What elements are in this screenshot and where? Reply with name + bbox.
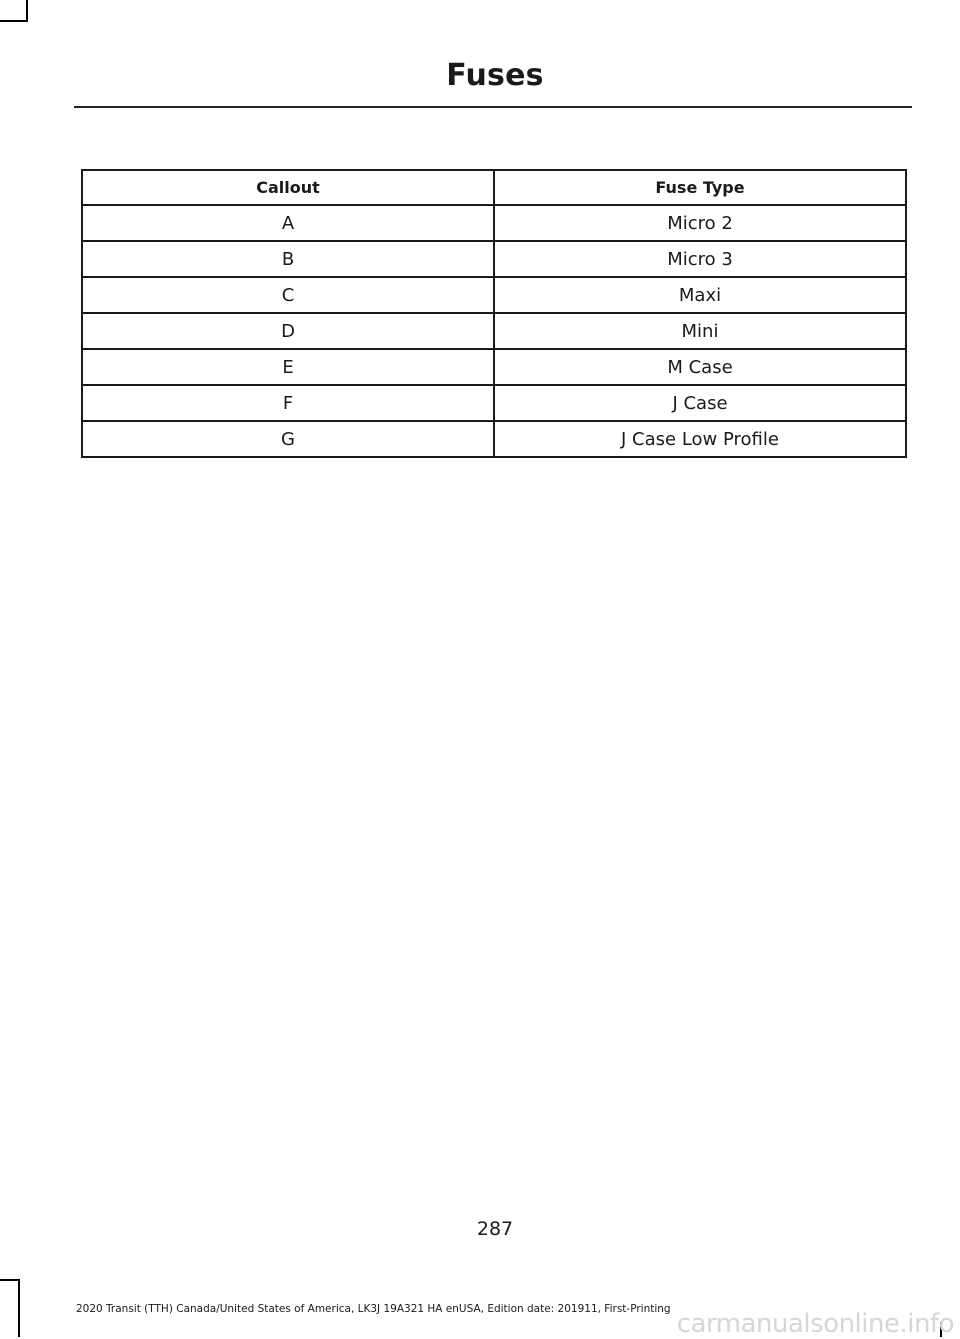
crop-mark-bottom-left-vertical (18, 1279, 20, 1337)
crop-mark-top-left-horizontal (0, 20, 28, 22)
table-row (82, 205, 906, 241)
table-row (82, 241, 906, 277)
crop-mark-top-left-vertical (26, 0, 28, 22)
table-row (82, 313, 906, 349)
fuse-type-cell: J Case (494, 385, 906, 421)
table-row (82, 421, 906, 457)
fuse-type-cell: M Case (494, 349, 906, 385)
column-header-fuse-type: Fuse Type (494, 170, 906, 205)
callout-cell: B (82, 241, 494, 277)
title-divider (74, 106, 912, 108)
table-row (82, 277, 906, 313)
page-number: 287 (476, 1218, 514, 1240)
fuse-type-table (81, 169, 907, 458)
fuse-type-cell: Mini (494, 313, 906, 349)
column-header-callout: Callout (82, 170, 494, 205)
callout-cell: E (82, 349, 494, 385)
callout-cell: F (82, 385, 494, 421)
fuse-type-cell: Micro 2 (494, 205, 906, 241)
callout-cell: G (82, 421, 494, 457)
watermark: carmanualsonline.info (676, 1309, 954, 1339)
table-row (82, 385, 906, 421)
callout-cell: C (82, 277, 494, 313)
page-title: Fuses (446, 58, 544, 93)
fuse-type-cell: Micro 3 (494, 241, 906, 277)
crop-mark-bottom-left-horizontal (0, 1279, 20, 1281)
callout-cell: D (82, 313, 494, 349)
fuse-type-cell: Maxi (494, 277, 906, 313)
callout-cell: A (82, 205, 494, 241)
table-header-row (82, 170, 906, 205)
table-row (82, 349, 906, 385)
edition-footer: 2020 Transit (TTH) Canada/United States of America, LK3J 19A321 HA enUSA, Edition date: 201911, First-Printing (76, 1303, 671, 1315)
fuse-type-cell: J Case Low Profile (494, 421, 906, 457)
